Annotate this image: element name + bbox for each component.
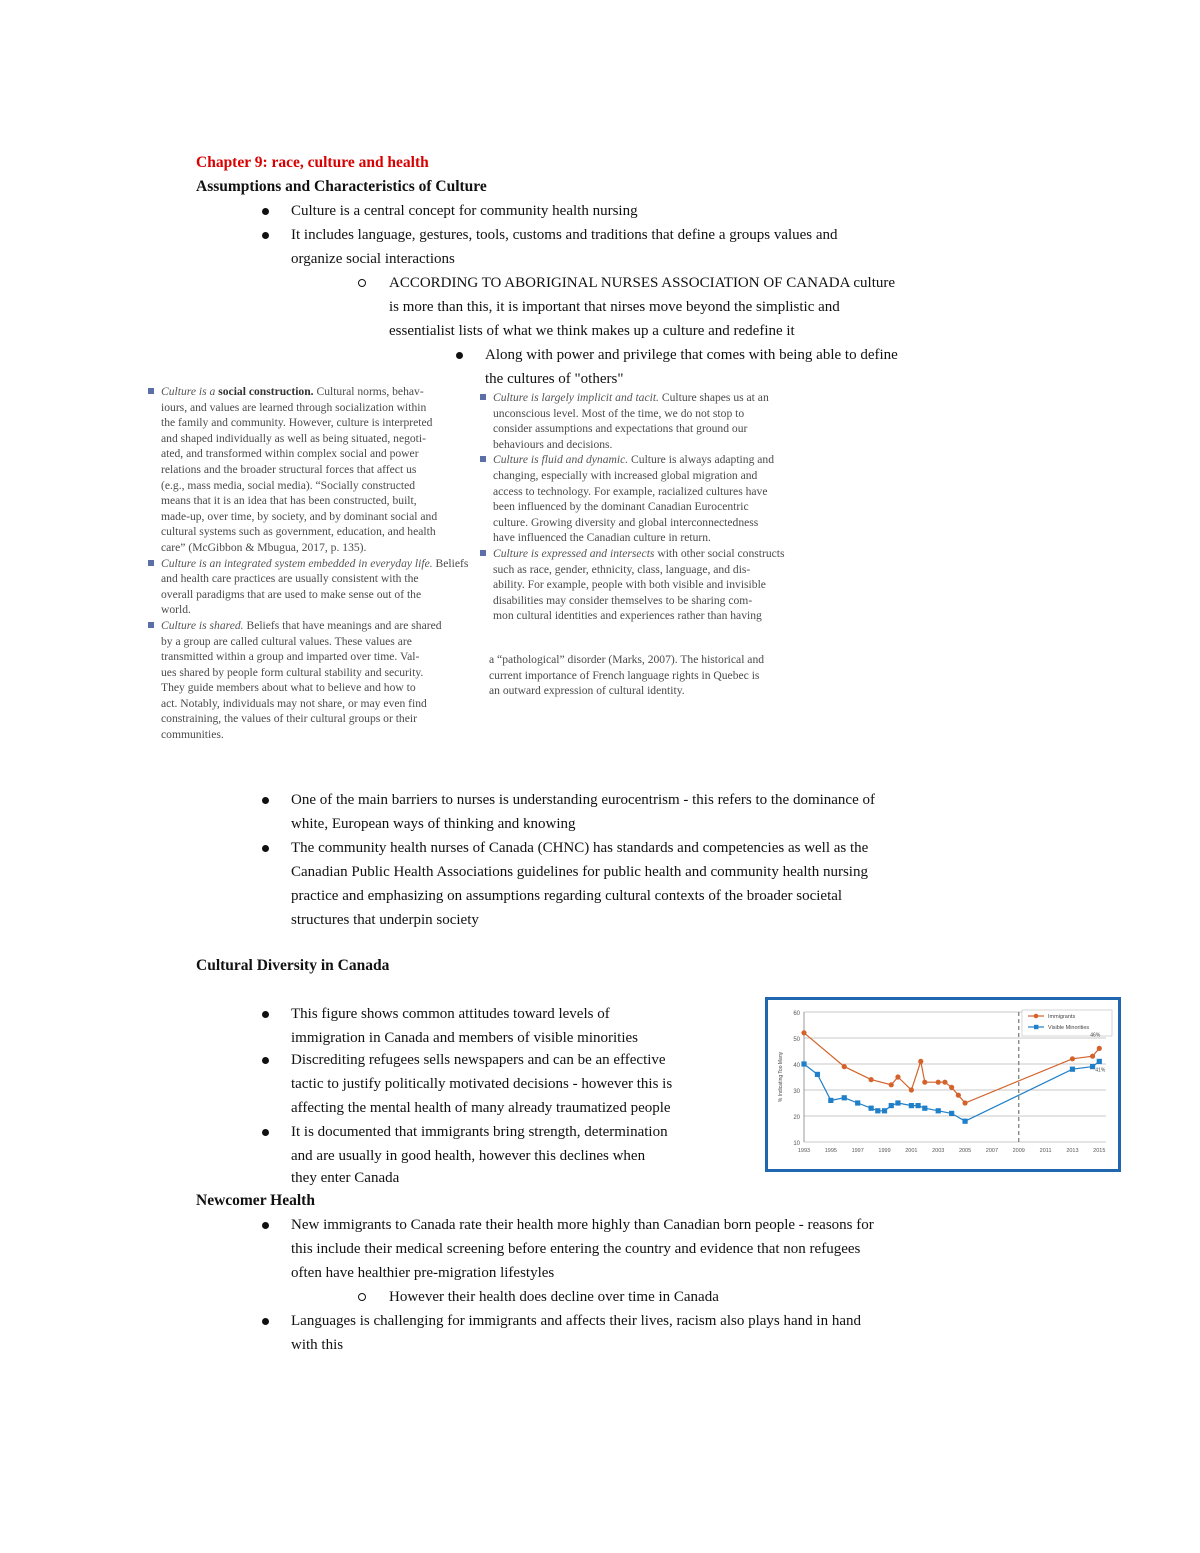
excerpt-line: Culture is fluid and dynamic. Culture is always adapting and (480, 452, 785, 468)
excerpt-line: culture. Growing diversity and global interconnectedness (493, 515, 759, 529)
note-chnc-cont2: practice and emphasizing on assumptions regarding cultural contexts of the broader societal (291, 888, 843, 904)
data-point-visible-minorities (922, 1106, 927, 1111)
data-point-visible-minorities (1070, 1067, 1075, 1072)
excerpt-line: current importance of French language rights in Quebec is (489, 668, 760, 682)
x-tick-label: 1999 (878, 1148, 891, 1154)
bullet-dot (262, 1222, 269, 1229)
excerpt-line: by a group are called cultural values. These values are (161, 634, 412, 648)
bullet-dot (262, 208, 269, 215)
bullet-dot (262, 1318, 269, 1325)
data-point-visible-minorities (962, 1119, 967, 1124)
note-aboriginal-nurses: ACCORDING TO ABORIGINAL NURSES ASSOCIATION OF CANADA culture (389, 275, 896, 291)
note-figure-attitudes-cont: immigration in Canada and members of visible minorities (291, 1030, 639, 1046)
note-eurocentrism: One of the main barriers to nurses is understanding eurocentrism - this refers to the dominance of (291, 792, 875, 808)
excerpt-line: an outward expression of cultural identity. (489, 684, 685, 698)
legend-label: Immigrants (1048, 1014, 1076, 1020)
y-tick-label: 40 (793, 1063, 800, 1069)
x-tick-label: 2013 (1066, 1148, 1079, 1154)
excerpt-line: unconscious level. Most of the time, we do not stop to (493, 406, 745, 420)
excerpt-line: disabilities may consider themselves to be sharing com- (493, 593, 753, 607)
note-discrediting-refugees: Discrediting refugees sells newspapers and can be an effective (291, 1052, 666, 1068)
note-aboriginal-nurses-cont1: is more than this, it is important that nirses move beyond the simplistic and (389, 299, 840, 315)
excerpt-line: have influenced the Canadian culture in return. (493, 531, 711, 545)
note-new-immigrants-health-cont2: often have healthier pre-migration lifestyles (291, 1265, 555, 1281)
excerpt-line: Culture is an integrated system embedded in everyday life. Beliefs (148, 556, 468, 572)
textbook-excerpt-right (480, 390, 785, 624)
excerpt-line: behaviours and decisions. (493, 437, 613, 451)
excerpt-line: iours, and values are learned through socialization within (161, 400, 427, 414)
data-point-immigrants (895, 1074, 900, 1079)
data-point-visible-minorities (855, 1100, 860, 1105)
data-point-immigrants (922, 1080, 927, 1085)
note-new-immigrants-health: New immigrants to Canada rate their health more highly than Canadian born people - reasons for (291, 1217, 874, 1233)
data-point-visible-minorities (936, 1108, 941, 1113)
data-point-immigrants (1090, 1054, 1095, 1059)
data-point-immigrants (869, 1077, 874, 1082)
data-point-visible-minorities (895, 1100, 900, 1105)
note-health-decline: However their health does decline over time in Canada (389, 1289, 719, 1305)
bullet-dot (456, 352, 463, 359)
note-includes-language: It includes language, gestures, tools, customs and traditions that define a groups values and (291, 227, 838, 243)
note-immigrants-strength-cont1: and are usually in good health, however this declines when (291, 1148, 646, 1164)
y-tick-label: 20 (793, 1115, 800, 1121)
excerpt-line: (e.g., mass media, social media). “Socially constructed (161, 478, 416, 492)
note-eurocentrism-cont: white, European ways of thinking and knowing (291, 816, 576, 832)
legend-marker-circle (1034, 1014, 1039, 1019)
note-central-concept: Culture is a central concept for community health nursing (291, 203, 638, 219)
x-tick-label: 1995 (824, 1148, 837, 1154)
x-tick-label: 2011 (1039, 1148, 1052, 1154)
note-figure-attitudes: This figure shows common attitudes toward levels of (291, 1006, 610, 1022)
section-heading-newcomer: Newcomer Health (196, 1192, 315, 1209)
square-bullet-icon (480, 394, 486, 400)
legend-marker-square (1034, 1025, 1038, 1029)
data-point-visible-minorities (889, 1103, 894, 1108)
bullet-dot (262, 232, 269, 239)
data-point-immigrants (1097, 1046, 1102, 1051)
excerpt-line: ated, and transformed within complex social and power (161, 447, 419, 461)
excerpt-line: transmitted within a group and imparted over time. Val- (161, 650, 420, 664)
excerpt-line: mon cultural identities and experiences rather than having (493, 609, 762, 623)
y-tick-label: 10 (793, 1141, 800, 1147)
data-point-visible-minorities (915, 1103, 920, 1108)
square-bullet-icon (148, 560, 154, 566)
section-heading-diversity: Cultural Diversity in Canada (196, 957, 390, 974)
excerpt-line: care” (McGibbon & Mbugua, 2017, p. 135). (161, 540, 367, 554)
y-tick-label: 30 (793, 1089, 800, 1095)
data-point-visible-minorities (909, 1103, 914, 1108)
excerpt-line: access to technology. For example, racialized cultures have (493, 484, 768, 498)
excerpt-line: They guide members about what to believe and how to (161, 681, 416, 695)
annotation-immigrants: 46% (1090, 1032, 1101, 1039)
note-immigrants-strength-cont2: they enter Canada (291, 1170, 400, 1186)
excerpt-line: cultural systems such as government, education, and health (161, 525, 436, 539)
data-point-immigrants (962, 1100, 967, 1105)
data-point-immigrants (1070, 1056, 1075, 1061)
square-bullet-icon (480, 550, 486, 556)
note-chnc: The community health nurses of Canada (CHNC) has standards and competencies as well as the (291, 840, 869, 856)
excerpt-line: changing, especially with increased global migration and (493, 468, 758, 482)
note-includes-language-cont: organize social interactions (291, 251, 455, 267)
data-point-immigrants (949, 1085, 954, 1090)
note-immigrants-strength: It is documented that immigrants bring strength, determination (291, 1124, 668, 1140)
annotation-visible-minorities: 41% (1095, 1067, 1106, 1074)
excerpt-line: means that it is an idea that has been constructed, built, (161, 494, 417, 508)
data-point-immigrants (801, 1030, 806, 1035)
x-tick-label: 2005 (958, 1148, 972, 1154)
excerpt-line: overall paradigms that are used to make sense out of the (161, 587, 422, 601)
textbook-excerpt-continuation (489, 652, 764, 699)
note-new-immigrants-health-cont1: this include their medical screening before entering the country and evidence that non refugees (291, 1241, 861, 1257)
excerpt-line: been influenced by the dominant Canadian Eurocentric (493, 500, 749, 514)
excerpt-line: and health care practices are usually consistent with the (161, 572, 419, 586)
x-tick-label: 2015 (1093, 1148, 1106, 1154)
excerpt-line: made-up, over time, by society, and by dominant social and (161, 509, 438, 523)
data-point-visible-minorities (949, 1111, 954, 1116)
excerpt-line: ues shared by people form cultural stability and security. (161, 665, 424, 679)
excerpt-line: ability. For example, people with both visible and invisible (493, 578, 766, 592)
note-language-racism: Languages is challenging for immigrants and affects their lives, racism also plays hand in hand (291, 1313, 861, 1329)
note-discrediting-refugees-cont1: tactic to justify politically motivated decisions - however this is (291, 1076, 673, 1092)
chart-svg (768, 1000, 1118, 1169)
excerpt-line: constraining, the values of their cultural groups or their (161, 712, 417, 726)
data-point-immigrants (842, 1064, 847, 1069)
note-discrediting-refugees-cont2: affecting the mental health of many already traumatized people (291, 1100, 671, 1116)
bullet-dot (262, 797, 269, 804)
chapter-title: Chapter 9: race, culture and health (196, 154, 429, 171)
excerpt-line: Culture is largely implicit and tacit. Culture shapes us at an (480, 390, 785, 406)
x-tick-label: 2009 (1012, 1148, 1025, 1154)
excerpt-line: such as race, gender, ethnicity, class, language, and dis- (493, 562, 751, 576)
bullet-dot (262, 1057, 269, 1064)
note-power-privilege: Along with power and privilege that comes with being able to define (485, 347, 898, 363)
textbook-excerpt-left (148, 384, 468, 743)
y-axis-label: % Indicating Too Many (778, 1051, 784, 1103)
data-point-visible-minorities (875, 1108, 880, 1113)
sub-bullet-circle (358, 279, 366, 287)
section-heading-culture: Assumptions and Characteristics of Culture (196, 178, 487, 195)
data-point-visible-minorities (882, 1108, 887, 1113)
immigration-attitudes-chart (765, 997, 1121, 1172)
excerpt-line: relations and the broader structural forces that affect us (161, 462, 417, 476)
excerpt-line: world. (161, 603, 191, 617)
data-point-visible-minorities (869, 1106, 874, 1111)
note-language-racism-cont: with this (291, 1337, 344, 1353)
square-bullet-icon (148, 622, 154, 628)
x-tick-label: 1993 (797, 1148, 811, 1154)
data-point-immigrants (889, 1082, 894, 1087)
square-bullet-icon (148, 388, 154, 394)
note-chnc-cont1: Canadian Public Health Associations guidelines for public health and community health nursing (291, 864, 868, 880)
data-point-immigrants (918, 1059, 923, 1064)
data-point-visible-minorities (842, 1095, 847, 1100)
data-point-immigrants (909, 1087, 914, 1092)
excerpt-line: Culture is expressed and intersects with other social constructs (480, 546, 785, 562)
data-point-visible-minorities (801, 1061, 806, 1066)
data-point-immigrants (956, 1093, 961, 1098)
excerpt-line: the family and community. However, culture is interpreted (161, 416, 433, 430)
excerpt-line: Culture is shared. Beliefs that have meanings and are shared (148, 618, 468, 634)
data-point-visible-minorities (1097, 1059, 1102, 1064)
excerpt-line: a “pathological” disorder (Marks, 2007). The historical and (489, 653, 765, 666)
data-point-visible-minorities (828, 1098, 833, 1103)
excerpt-line: Culture is a social construction. Cultural norms, behav- (148, 384, 468, 400)
data-point-immigrants (936, 1080, 941, 1085)
note-chnc-cont3: structures that underpin society (291, 912, 479, 928)
excerpt-line: communities. (161, 728, 224, 742)
excerpt-line: and shaped individually as well as being situated, negoti- (161, 431, 426, 445)
square-bullet-icon (480, 456, 486, 462)
excerpt-line: act. Notably, individuals may not share, or may even find (161, 696, 427, 710)
legend-label: Visible Minorities (1048, 1025, 1090, 1031)
x-tick-label: 2007 (985, 1148, 999, 1154)
series-line-immigrants (804, 1033, 1099, 1103)
excerpt-line: consider assumptions and expectations that ground our (493, 422, 748, 436)
data-point-visible-minorities (815, 1072, 820, 1077)
y-tick-label: 50 (793, 1037, 800, 1043)
data-point-immigrants (942, 1080, 947, 1085)
sub-bullet-circle (358, 1293, 366, 1301)
x-tick-label: 1997 (851, 1148, 864, 1154)
x-tick-label: 2003 (932, 1148, 945, 1154)
y-tick-label: 60 (793, 1011, 800, 1017)
bullet-dot (262, 1011, 269, 1018)
bullet-dot (262, 845, 269, 852)
bullet-dot (262, 1129, 269, 1136)
note-aboriginal-nurses-cont2: essentialist lists of what we think makes up a culture and redefine it (389, 323, 795, 339)
note-power-privilege-cont: the cultures of "others" (485, 371, 624, 387)
x-tick-label: 2001 (905, 1148, 918, 1154)
